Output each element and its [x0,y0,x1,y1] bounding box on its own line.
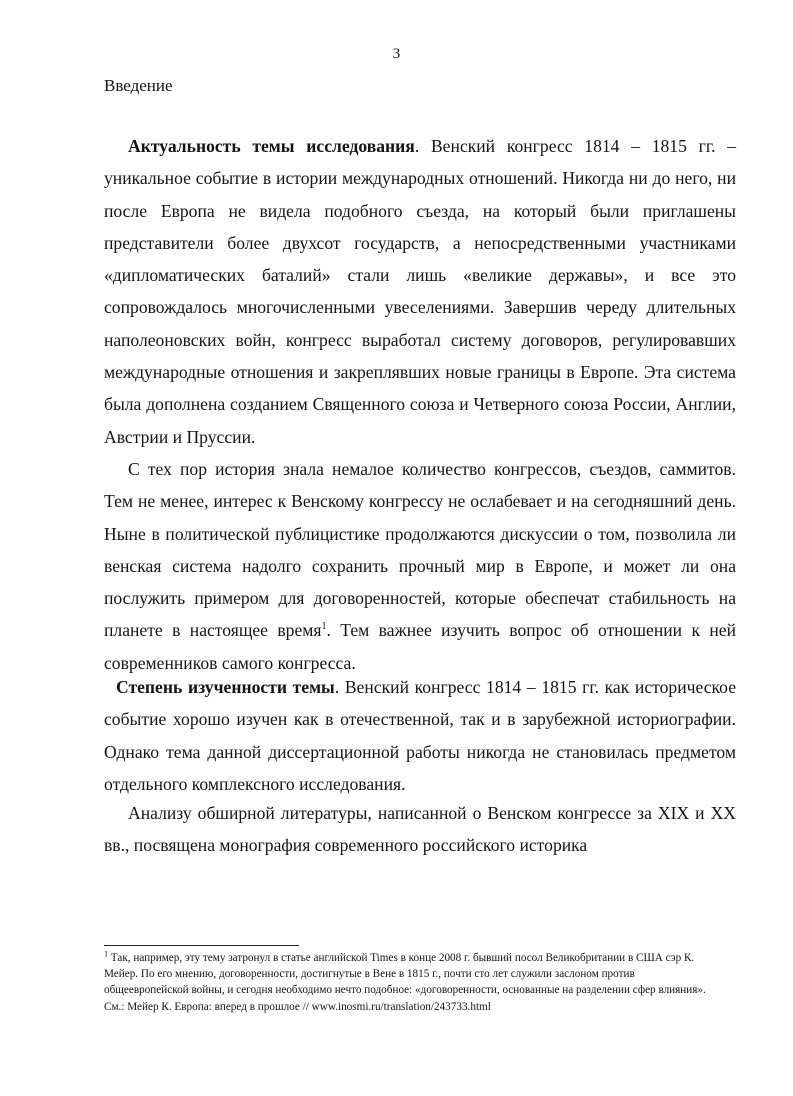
paragraph-text-after-ref: . Тем важнее изучить вопрос об отношении к ней современников самого конгресса. [104,620,737,673]
footnote-reference[interactable]: 1 [321,621,327,633]
paragraph-lead-relevance: Актуальность темы исследования [128,136,415,156]
paragraph-lead-period: . [414,136,420,156]
footnote-marker: 1 [104,949,108,959]
footnote [104,950,716,1015]
paragraph-interest [104,453,736,679]
footnote-divider [104,945,299,946]
paragraph-text-before-ref: С тех пор история знала немалое количество конгрессов, съездов, саммитов. Тем не менее, интерес к Венскому конгрессу не ослабевает и на сегодняшний день. Ныне в политической публицистике продолжаются дискуссии о том, позволила ли венская система надолго сохранить прочный мир в Европе, и может ли она послужить примером для договоренностей, которые обеспечат стабильность на планете в настоящее время [104,459,736,641]
section-heading: Введение [104,76,173,95]
footnote-text: Так, например, эту тему затронул в статье английской Times в конце 2008 г. бывший посол Великобритании в США сэр К. Мейер. По его мнению, договоренности, достигнутые в Вене в 1815 г., почти сто лет служили заслоном против общеевропейской войны, и сегодня необходимо нечто подобное: «договоренности, основанные на разделении сфер влияния». См.: Мейер К. Европа: вперед в прошлое // www.inosmi.ru/translation/243733.html [104,952,706,1013]
paragraph-lead-period: . [334,677,340,697]
paragraph-literature-analysis [104,797,736,862]
paragraph-relevance [104,130,736,453]
page-number: 3 [392,46,401,62]
paragraph-degree-of-study [104,671,736,800]
paragraph-text: Венский конгресс 1814 – 1815 гг. – уникальное событие в истории международных отношений. Никогда ни до него, ни после Европа не видела подобного съезда, на который были приглашены представители более двухсот государств, а непосредственными участниками «дипломатических баталий» стали лишь «великие державы», и все это сопровождалось многочисленными увеселениями. Завершив череду длительных наполеоновских войн, конгресс выработал систему договоров, регулировавших международные отношения и закреплявших новые границы в Европе. Эта система была дополнена созданием Священного союза и Четверного союза России, Англии, Австрии и Пруссии. [104,136,736,447]
paragraph-text: Анализу обширной литературы, написанной о Венском конгрессе за XIX и XX вв., посвящена монография современного российского историка [104,803,736,856]
paragraph-lead-degree: Степень изученности темы [116,677,335,697]
paragraph-text: Венский конгресс 1814 – 1815 гг. как историческое событие хорошо изучен как в отечественной, так и в зарубежной историографии. Однако тема данной диссертационной работы никогда не становилась предметом отдельного комплексного исследования. [104,677,736,794]
